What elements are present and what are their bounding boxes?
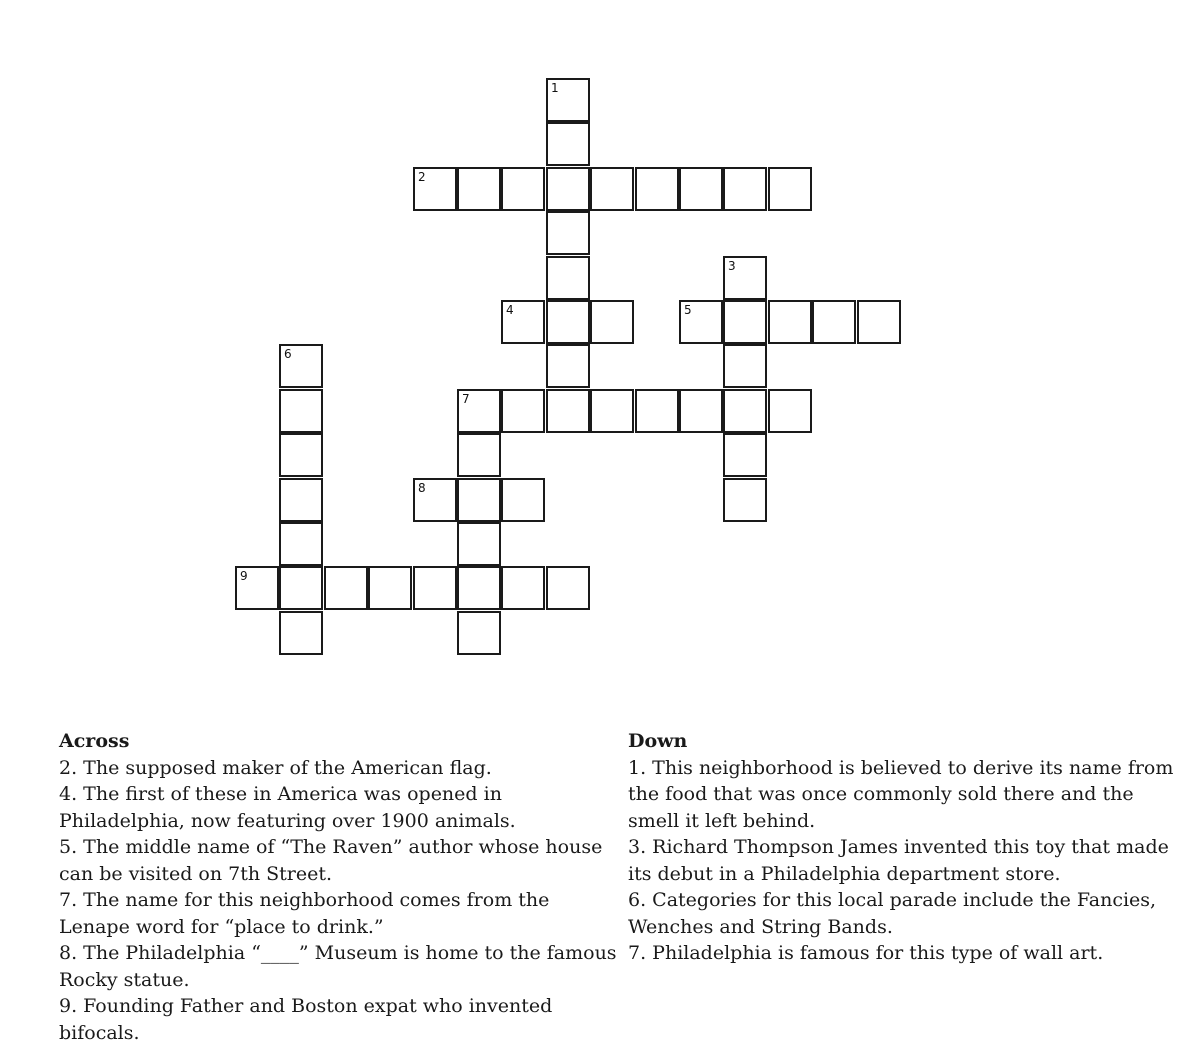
grid-cell[interactable] (457, 433, 501, 477)
grid-cell[interactable] (768, 300, 812, 344)
grid-cell[interactable] (546, 211, 590, 255)
grid-cell[interactable] (546, 566, 590, 610)
grid-cell[interactable] (501, 566, 545, 610)
grid-cell[interactable] (457, 389, 501, 433)
grid-cell[interactable] (279, 478, 323, 522)
grid-cell[interactable] (413, 478, 457, 522)
grid-cell[interactable] (413, 566, 457, 610)
grid-cell[interactable] (279, 522, 323, 566)
grid-cell[interactable] (679, 167, 723, 211)
grid-cell[interactable] (812, 300, 856, 344)
across-clues (59, 728, 624, 1046)
grid-cell[interactable] (324, 566, 368, 610)
grid-cell[interactable] (279, 389, 323, 433)
down-clue-1: 1. This neighborhood is believed to derive its name from the food that was once commonly sold there and the smell it left behind. (628, 756, 1174, 832)
clue-number: 8 (418, 481, 426, 495)
grid-cell[interactable] (457, 522, 501, 566)
down-clue-3: 3. Richard Thompson James invented this toy that made its debut in a Philadelphia department store. (628, 836, 1169, 885)
grid-cell[interactable] (546, 256, 590, 300)
across-clue-2: 2. The supposed maker of the American flag. (59, 756, 492, 779)
grid-cell[interactable] (723, 344, 767, 388)
clue-number: 6 (284, 347, 292, 361)
grid-cell[interactable] (235, 566, 279, 610)
grid-cell[interactable] (546, 300, 590, 344)
across-clue-5: 5. The middle name of “The Raven” author whose house can be visited on 7th Street. (59, 836, 603, 885)
clue-number: 3 (728, 259, 736, 273)
grid-cell[interactable] (501, 167, 545, 211)
grid-cell[interactable] (457, 566, 501, 610)
grid-cell[interactable] (723, 478, 767, 522)
clue-number: 2 (418, 170, 426, 184)
grid-cell[interactable] (768, 389, 812, 433)
down-clue-7: 7. Philadelphia is famous for this type of wall art. (628, 942, 1104, 964)
grid-cell[interactable] (723, 300, 767, 344)
across-clue-8: 8. The Philadelphia “____” Museum is home to the famous Rocky statue. (59, 942, 617, 991)
grid-cell[interactable] (413, 167, 457, 211)
grid-cell[interactable] (546, 167, 590, 211)
grid-cell[interactable] (546, 344, 590, 388)
grid-cell[interactable] (501, 389, 545, 433)
grid-cell[interactable] (723, 167, 767, 211)
clue-number: 1 (551, 81, 559, 95)
grid-cell[interactable] (723, 433, 767, 477)
down-heading: Down (628, 730, 688, 752)
grid-cell[interactable] (457, 611, 501, 655)
grid-cell[interactable] (279, 344, 323, 388)
grid-cell[interactable] (279, 433, 323, 477)
grid-cell[interactable] (679, 300, 723, 344)
across-clue-9: 9. Founding Father and Boston expat who invented bifocals. (59, 995, 553, 1044)
grid-cell[interactable] (857, 300, 901, 344)
grid-cell[interactable] (723, 389, 767, 433)
down-clue-6: 6. Categories for this local parade include the Fancies, Wenches and String Bands. (628, 889, 1157, 938)
grid-cell[interactable] (590, 167, 634, 211)
clue-number: 7 (462, 392, 470, 406)
grid-cell[interactable] (501, 300, 545, 344)
grid-cell[interactable] (368, 566, 412, 610)
across-clue-7: 7. The name for this neighborhood comes from the Lenape word for “place to drink.” (59, 889, 550, 938)
grid-cell[interactable] (279, 611, 323, 655)
grid-cell[interactable] (723, 256, 767, 300)
grid-cell[interactable] (501, 478, 545, 522)
grid-cell[interactable] (635, 167, 679, 211)
grid-cell[interactable] (546, 78, 590, 122)
grid-cell[interactable] (457, 478, 501, 522)
clue-number: 4 (506, 303, 514, 317)
clue-number: 9 (240, 569, 248, 583)
grid-cell[interactable] (546, 389, 590, 433)
grid-cell[interactable] (546, 122, 590, 166)
grid-cell[interactable] (768, 167, 812, 211)
grid-cell[interactable] (457, 167, 501, 211)
grid-cell[interactable] (590, 389, 634, 433)
across-clue-4: 4. The first of these in America was opened in Philadelphia, now featuring over 1900 animals. (59, 783, 516, 832)
down-clues (628, 728, 1183, 967)
across-heading: Across (59, 730, 130, 752)
grid-cell[interactable] (590, 300, 634, 344)
grid-cell[interactable] (635, 389, 679, 433)
grid-cell[interactable] (679, 389, 723, 433)
grid-cell[interactable] (279, 566, 323, 610)
clue-number: 5 (684, 303, 692, 317)
